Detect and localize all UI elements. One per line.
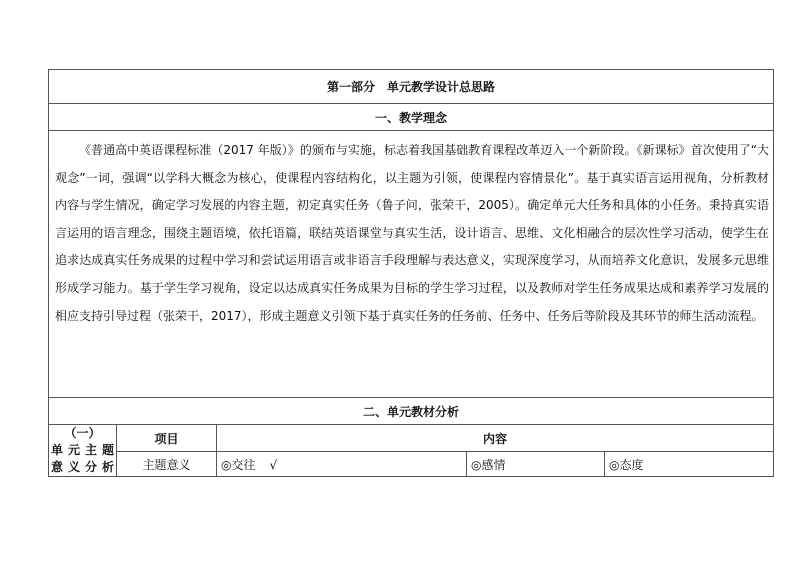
teaching-philosophy-text xyxy=(49,131,774,398)
analysis-header-row xyxy=(49,425,774,452)
section1-title-row xyxy=(49,104,774,131)
theme-meaning-row xyxy=(49,452,774,477)
option-label: ◎交往 xyxy=(221,457,256,472)
check-mark: √ xyxy=(269,457,278,472)
section1-body-row xyxy=(49,131,774,398)
row-label-theme-meaning: 主题意义 xyxy=(117,452,217,477)
section-title-material-analysis: 二、单元教材分析 xyxy=(49,398,774,425)
teaching-philosophy-paragraph: 《普通高中英语课程标准（2017 年版）》的颁布与实施，标志着我国基础教育课程改革迈入一个新阶段。《新课标》首次使用了“大观念”一词，强调“以学科大概念为核心，使课程内容结构化，以主题为引领，使课程内容情景化”。基于真实语言运用视角，分析教材内容与学生情况，确定学习发展的内容主题，初定真实任务（鲁子问，张荣干，2005）。确定单元大任务和具体的小任务。秉持真实语言运用的语言理念，围绕主题语境，依托语篇，联结英语课堂与真实生活，设计语言、思维、文化相融合的层次性学习活动，使学生在追求达成真实任务成果的过程中学习和尝试运用语言或非语言手段理解与表达意义，实现深度学习，从而培养文化意识，发展多元思维形成学习能力。基于学生学习视角，设定以达成真实任务成果为目标的学生学习过程，以及教师对学生任务成果达成和素养学习发展的相应支持引导过程（张荣干，2017），形成主题意义引领下基于真实任务的任务前、任务中、任务后等阶段及其环节的师生活动流程。 xyxy=(55,143,770,323)
subsection-name-line2: 意义分析 xyxy=(51,460,114,474)
part-title: 第一部分 单元教学设计总思路 xyxy=(49,70,774,104)
teaching-design-table xyxy=(48,69,774,477)
subsection-number: （一） xyxy=(64,426,101,440)
option-communication xyxy=(217,452,467,477)
column-header-content: 内容 xyxy=(217,425,774,452)
subsection-label xyxy=(49,425,117,477)
option-attitude xyxy=(605,452,774,477)
part-title-row xyxy=(49,70,774,104)
option-label: ◎态度 xyxy=(609,457,644,472)
option-emotion xyxy=(467,452,605,477)
column-header-item: 项目 xyxy=(117,425,217,452)
subsection-name-line1: 单元主题 xyxy=(51,443,114,457)
section2-title-row xyxy=(49,398,774,425)
section-title-teaching-philosophy: 一、教学理念 xyxy=(49,104,774,131)
option-label: ◎感情 xyxy=(471,457,506,472)
